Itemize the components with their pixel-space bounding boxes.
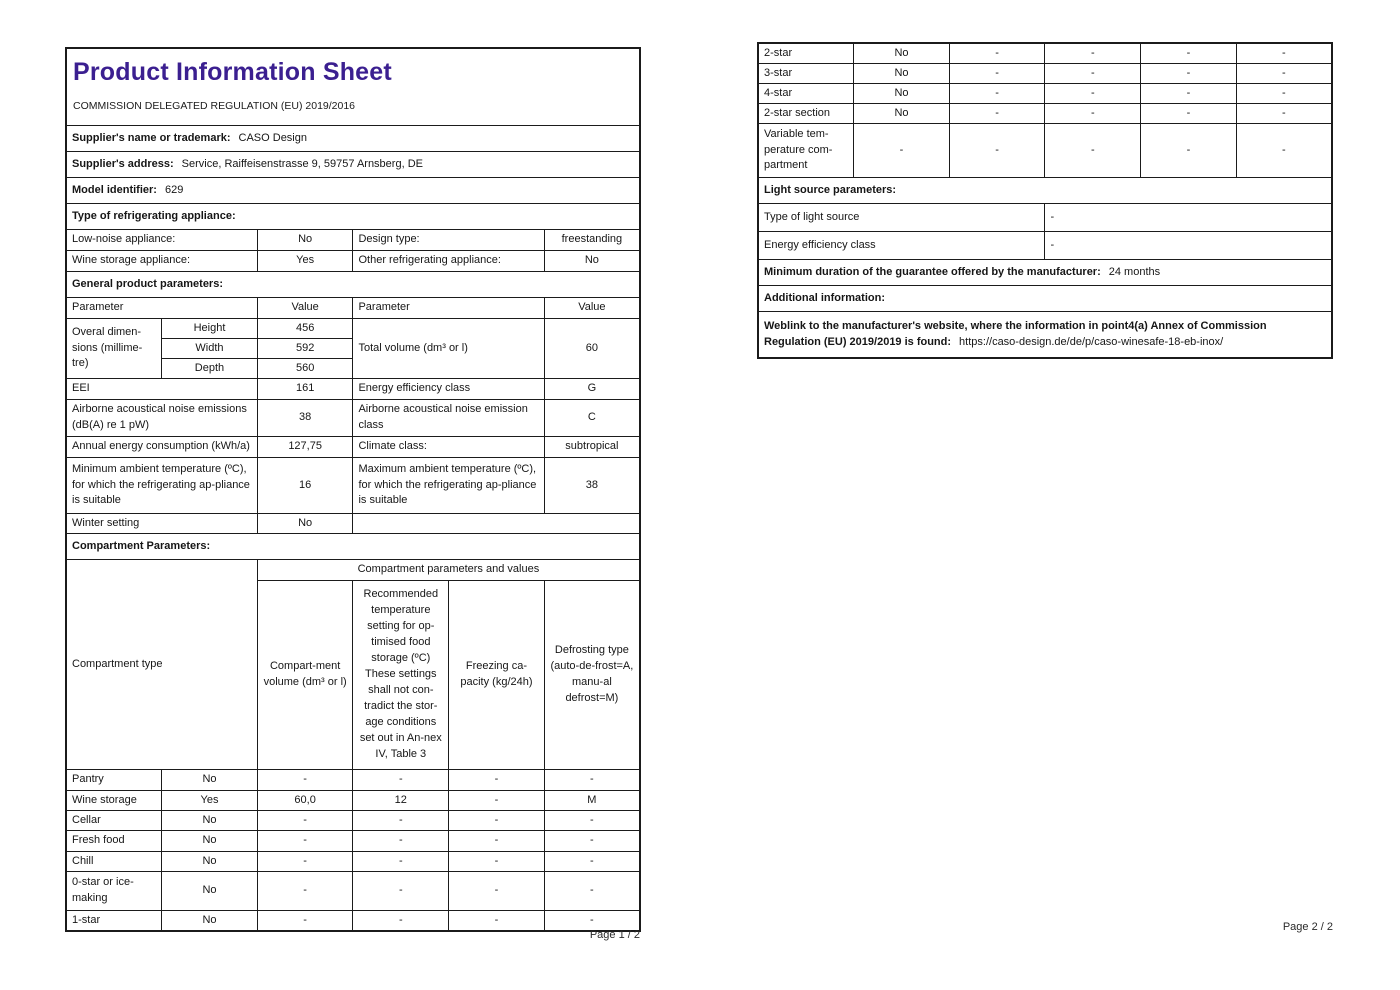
light-energy-class-value: -	[1045, 232, 1332, 260]
guarantee-row	[758, 260, 1332, 286]
param-header-2: Parameter	[353, 298, 544, 319]
light-source-section-row	[758, 178, 1332, 204]
row-flag: No	[162, 831, 258, 852]
page-1-footer: Page 1 / 2	[589, 929, 640, 941]
row-label: Pantry	[66, 770, 162, 791]
row-flag: No	[854, 43, 950, 64]
supplier-name-label: Supplier's name or trademark:	[72, 131, 231, 144]
supplier-name-row	[66, 126, 640, 152]
additional-info-title: Additional information:	[758, 286, 1332, 312]
row-label: 0-star or ice-making	[66, 872, 162, 911]
row-defrost: -	[544, 811, 640, 831]
page-2-footer: Page 2 / 2	[1282, 921, 1333, 933]
total-volume-value: 60	[544, 319, 640, 379]
row-temp: -	[1045, 84, 1141, 104]
two-star-row	[758, 43, 1332, 64]
page-title: Product Information Sheet	[73, 58, 392, 86]
light-source-type-value: -	[1045, 204, 1332, 232]
row-temp: -	[353, 852, 449, 872]
row-volume: -	[257, 911, 353, 932]
wine-storage-value: Yes	[257, 251, 353, 272]
zero-star-row	[66, 872, 640, 911]
row-volume: -	[949, 43, 1045, 64]
light-energy-class-row	[758, 232, 1332, 260]
row-volume: -	[257, 852, 353, 872]
eei-label: EEI	[66, 379, 257, 400]
type-section-title: Type of refrigerating appliance:	[66, 204, 640, 230]
row-defrost: -	[544, 770, 640, 791]
row-label: 2-star	[758, 43, 854, 64]
title-row	[66, 48, 640, 126]
row-temp: -	[353, 831, 449, 852]
row-volume: -	[949, 64, 1045, 84]
energy-class-label: Energy efficiency class	[353, 379, 544, 400]
compartment-section-row	[66, 534, 640, 560]
param-header-row	[66, 298, 640, 319]
title-cell	[66, 48, 640, 126]
row-volume: -	[949, 104, 1045, 124]
other-appliance-value: No	[544, 251, 640, 272]
row-temp: -	[1045, 43, 1141, 64]
height-value: 456	[257, 319, 353, 339]
row-freezing: -	[1141, 104, 1237, 124]
annual-energy-value: 127,75	[257, 437, 353, 458]
row-label: Variable tem-perature com-partment	[758, 124, 854, 178]
max-temp-value: 38	[544, 458, 640, 514]
freezing-capacity-header: Freezing ca-pacity (kg/24h)	[449, 581, 545, 770]
row-temp: -	[1045, 124, 1141, 178]
design-type-value: freestanding	[544, 230, 640, 251]
row-freezing: -	[449, 791, 545, 811]
row-flag: No	[854, 84, 950, 104]
row-volume: -	[257, 831, 353, 852]
supplier-address-cell	[66, 152, 640, 178]
weblink-url: https://caso-design.de/de/p/caso-winesafe-18-eb-inox/	[959, 335, 1224, 348]
four-star-row	[758, 84, 1332, 104]
regulation-subtitle: COMMISSION DELEGATED REGULATION (EU) 2019/2016	[73, 100, 356, 113]
min-temp-value: 16	[257, 458, 353, 514]
winter-setting-value: No	[257, 514, 353, 534]
row-volume: 60,0	[257, 791, 353, 811]
row-label: 2-star section	[758, 104, 854, 124]
wine-storage-appliance-row	[66, 251, 640, 272]
row-label: 1-star	[66, 911, 162, 932]
row-volume: -	[257, 770, 353, 791]
row-freezing: -	[1141, 64, 1237, 84]
row-label: Wine storage	[66, 791, 162, 811]
page-1	[65, 47, 641, 932]
three-star-row	[758, 64, 1332, 84]
compartment-section-title: Compartment Parameters:	[66, 534, 640, 560]
depth-label: Depth	[162, 359, 258, 379]
row-temp: -	[1045, 104, 1141, 124]
noise-emissions-label: Airborne acoustical noise emissions (dB(A) re 1 pW)	[66, 400, 257, 437]
row-freezing: -	[449, 770, 545, 791]
supplier-address-row	[66, 152, 640, 178]
type-section-row	[66, 204, 640, 230]
guarantee-label: Minimum duration of the guarantee offered by the manufacturer:	[764, 265, 1101, 278]
total-volume-label: Total volume (dm³ or l)	[353, 319, 544, 379]
design-type-label: Design type:	[353, 230, 544, 251]
row-flag: No	[162, 872, 258, 911]
width-label: Width	[162, 339, 258, 359]
model-identifier-label: Model identifier:	[72, 183, 157, 196]
row-temp: -	[353, 872, 449, 911]
value-header-2: Value	[544, 298, 640, 319]
additional-info-row	[758, 286, 1332, 312]
general-section-row	[66, 272, 640, 298]
guarantee-cell	[758, 260, 1332, 286]
compartment-volume-header: Compart-ment volume (dm³ or l)	[257, 581, 353, 770]
row-freezing: -	[449, 911, 545, 932]
chill-row	[66, 852, 640, 872]
general-section-title: General product parameters:	[66, 272, 640, 298]
supplier-name-cell	[66, 126, 640, 152]
supplier-name-value: CASO Design	[238, 131, 307, 144]
row-label: Chill	[66, 852, 162, 872]
row-defrost: M	[544, 791, 640, 811]
row-flag: Yes	[162, 791, 258, 811]
ambient-temperature-row	[66, 458, 640, 514]
row-flag: No	[162, 911, 258, 932]
climate-class-label: Climate class:	[353, 437, 544, 458]
one-star-row	[66, 911, 640, 932]
row-flag: No	[162, 811, 258, 831]
noise-emissions-value: 38	[257, 400, 353, 437]
climate-class-value: subtropical	[544, 437, 640, 458]
other-appliance-label: Other refrigerating appliance:	[353, 251, 544, 272]
row-defrost: -	[1236, 84, 1332, 104]
guarantee-value: 24 months	[1108, 265, 1161, 278]
row-temp: -	[353, 811, 449, 831]
variable-temperature-row	[758, 124, 1332, 178]
row-freezing: -	[449, 831, 545, 852]
product-info-table-page2	[757, 42, 1333, 359]
row-defrost: -	[544, 831, 640, 852]
light-source-type-label: Type of light source	[758, 204, 1045, 232]
row-flag: No	[854, 104, 950, 124]
row-volume: -	[257, 872, 353, 911]
row-temp: -	[353, 911, 449, 932]
min-temp-label: Minimum ambient temperature (ºC), for which the refrigerating ap-pliance is suitable	[66, 458, 257, 514]
max-temp-label: Maximum ambient temperature (ºC), for which the refrigerating ap-pliance is suitable	[353, 458, 544, 514]
defrosting-type-header: Defrosting type (auto-de-frost=A, manu-al defrost=M)	[544, 581, 640, 770]
row-freezing: -	[449, 852, 545, 872]
pantry-row	[66, 770, 640, 791]
row-defrost: -	[1236, 124, 1332, 178]
winter-setting-label: Winter setting	[66, 514, 257, 534]
height-label: Height	[162, 319, 258, 339]
wine-storage-label: Wine storage appliance:	[66, 251, 257, 272]
depth-value: 560	[257, 359, 353, 379]
cellar-row	[66, 811, 640, 831]
compartment-type-header: Compartment type	[66, 560, 257, 770]
fresh-food-row	[66, 831, 640, 852]
row-temp: -	[353, 770, 449, 791]
eei-value: 161	[257, 379, 353, 400]
empty-cell	[353, 514, 640, 534]
row-freezing: -	[1141, 124, 1237, 178]
width-value: 592	[257, 339, 353, 359]
row-flag: No	[854, 64, 950, 84]
row-flag: -	[854, 124, 950, 178]
row-flag: No	[162, 770, 258, 791]
row-label: 3-star	[758, 64, 854, 84]
model-identifier-row	[66, 178, 640, 204]
noise-class-label: Airborne acoustical noise emission class	[353, 400, 544, 437]
compartment-header-row	[66, 560, 640, 581]
row-freezing: -	[449, 872, 545, 911]
value-header-1: Value	[257, 298, 353, 319]
two-star-section-row	[758, 104, 1332, 124]
model-identifier-value: 629	[164, 183, 184, 196]
row-volume: -	[949, 124, 1045, 178]
recommended-temperature-header: Recommended temperature setting for op-timised food storage (ºC) These settings shall not con-tradict the stor-age conditions set out in An-nex IV, Table 3	[353, 581, 449, 770]
row-flag: No	[162, 852, 258, 872]
weblink-row	[758, 312, 1332, 359]
annual-energy-label: Annual energy consumption (kWh/a)	[66, 437, 257, 458]
page-2	[757, 42, 1333, 359]
dimensions-label: Overal dimen-sions (millime-tre)	[66, 319, 162, 379]
supplier-address-value: Service, Raiffeisenstrasse 9, 59757 Arnsberg, DE	[181, 157, 423, 170]
product-info-table-page1	[65, 47, 641, 932]
noise-class-value: C	[544, 400, 640, 437]
energy-consumption-row	[66, 437, 640, 458]
param-header-1: Parameter	[66, 298, 257, 319]
row-freezing: -	[1141, 43, 1237, 64]
row-label: Fresh food	[66, 831, 162, 852]
row-defrost: -	[1236, 64, 1332, 84]
light-energy-class-label: Energy efficiency class	[758, 232, 1045, 260]
dimensions-height-row	[66, 319, 640, 339]
energy-class-value: G	[544, 379, 640, 400]
row-defrost: -	[544, 872, 640, 911]
eei-row	[66, 379, 640, 400]
row-defrost: -	[1236, 104, 1332, 124]
light-source-section-title: Light source parameters:	[758, 178, 1332, 204]
row-defrost: -	[1236, 43, 1332, 64]
weblink-cell	[758, 312, 1332, 359]
row-volume: -	[257, 811, 353, 831]
light-source-type-row	[758, 204, 1332, 232]
noise-row	[66, 400, 640, 437]
row-temp: -	[1045, 64, 1141, 84]
compartment-span-header: Compartment parameters and values	[257, 560, 640, 581]
low-noise-value: No	[257, 230, 353, 251]
winter-setting-row	[66, 514, 640, 534]
row-freezing: -	[1141, 84, 1237, 104]
row-defrost: -	[544, 911, 640, 932]
low-noise-row	[66, 230, 640, 251]
weblink-label: Weblink to the manufacturer's website, where the information in point4(a) Annex of Commission Regulation (EU) 2019/2019 is found:	[764, 319, 1267, 348]
row-label: Cellar	[66, 811, 162, 831]
row-freezing: -	[449, 811, 545, 831]
row-defrost: -	[544, 852, 640, 872]
model-identifier-cell	[66, 178, 640, 204]
row-temp: 12	[353, 791, 449, 811]
low-noise-label: Low-noise appliance:	[66, 230, 257, 251]
row-label: 4-star	[758, 84, 854, 104]
supplier-address-label: Supplier's address:	[72, 157, 174, 170]
wine-storage-row	[66, 791, 640, 811]
row-volume: -	[949, 84, 1045, 104]
